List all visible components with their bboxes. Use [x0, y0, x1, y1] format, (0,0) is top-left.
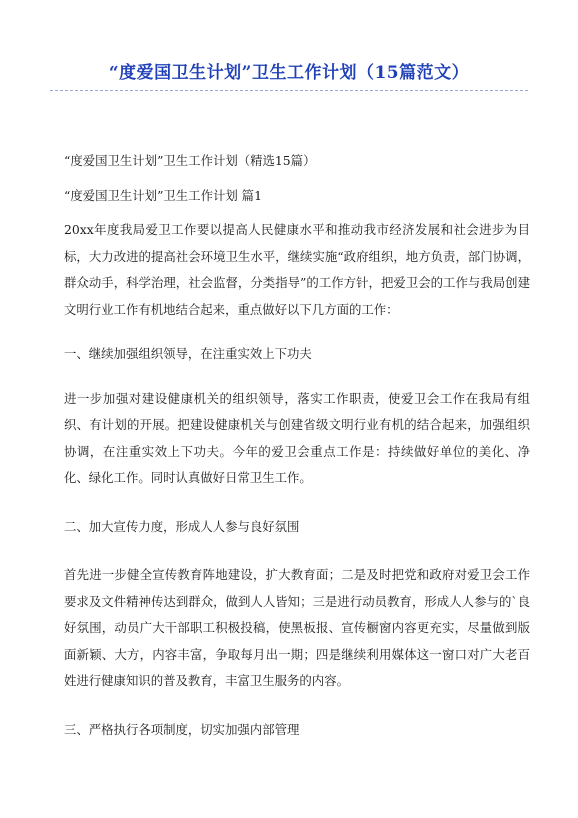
title-divider [50, 90, 528, 91]
body-paragraph: 20xx年度我局爱卫工作要以提高人民健康水平和推动我市经济发展和社会进步为目标，大力改进的提高社会环境卫生水平，继续实施“政府组织，地方负责，部门协调，群众动手，科学治理，社会监督，分类指导”的工作方针，把爱卫会的工作与我局创建文明行业工作有机地结合起来，重点做好以下几方面的工作： [64, 222, 530, 317]
document-title: “度爱国卫生计划”卫生工作计划（15篇范文） [108, 63, 470, 83]
section-heading: 一、继续加强组织领导，在注重实效上下功夫 [64, 346, 312, 361]
section-heading: 二、加大宣传力度，形成人人参与良好氛围 [64, 518, 300, 534]
subtitle-line: “度爱国卫生计划”卫生工作计划（精选15篇） [64, 153, 316, 168]
body-paragraph: 进一步加强对建设健康机关的组织领导，落实工作职责，使爱卫会工作在我局有组织、有计划的开展。把建设健康机关与创建省级文明行业有机的结合起来，加强组织协调，在注重实效上下功夫。今年的爱卫会重点工作是：持续做好单位的美化、净化、绿化工作。同时认真做好日常卫生工作。 [64, 390, 530, 485]
section-heading: “度爱国卫生计划”卫生工作计划 篇1 [64, 187, 262, 203]
document-body [64, 148, 530, 743]
section-heading: 三、严格执行各项制度，切实加强内部管理 [64, 721, 300, 737]
body-paragraph: 首先进一步健全宣传教育阵地建设，扩大教育面；二是及时把党和政府对爱卫会工作要求及文件精神传达到群众，做到人人皆知；三是进行动员教育，形成人人参与的`良好氛围，动员广大干部职工积极投稿，使黑板报、宣传橱窗内容更充实，尽量做到版面新颖、大方，内容丰富，争取每月出一期；四是继续利用媒体这一窗口对广大老百姓进行健康知识的普及教育，丰富卫生服务的内容。 [64, 567, 530, 688]
